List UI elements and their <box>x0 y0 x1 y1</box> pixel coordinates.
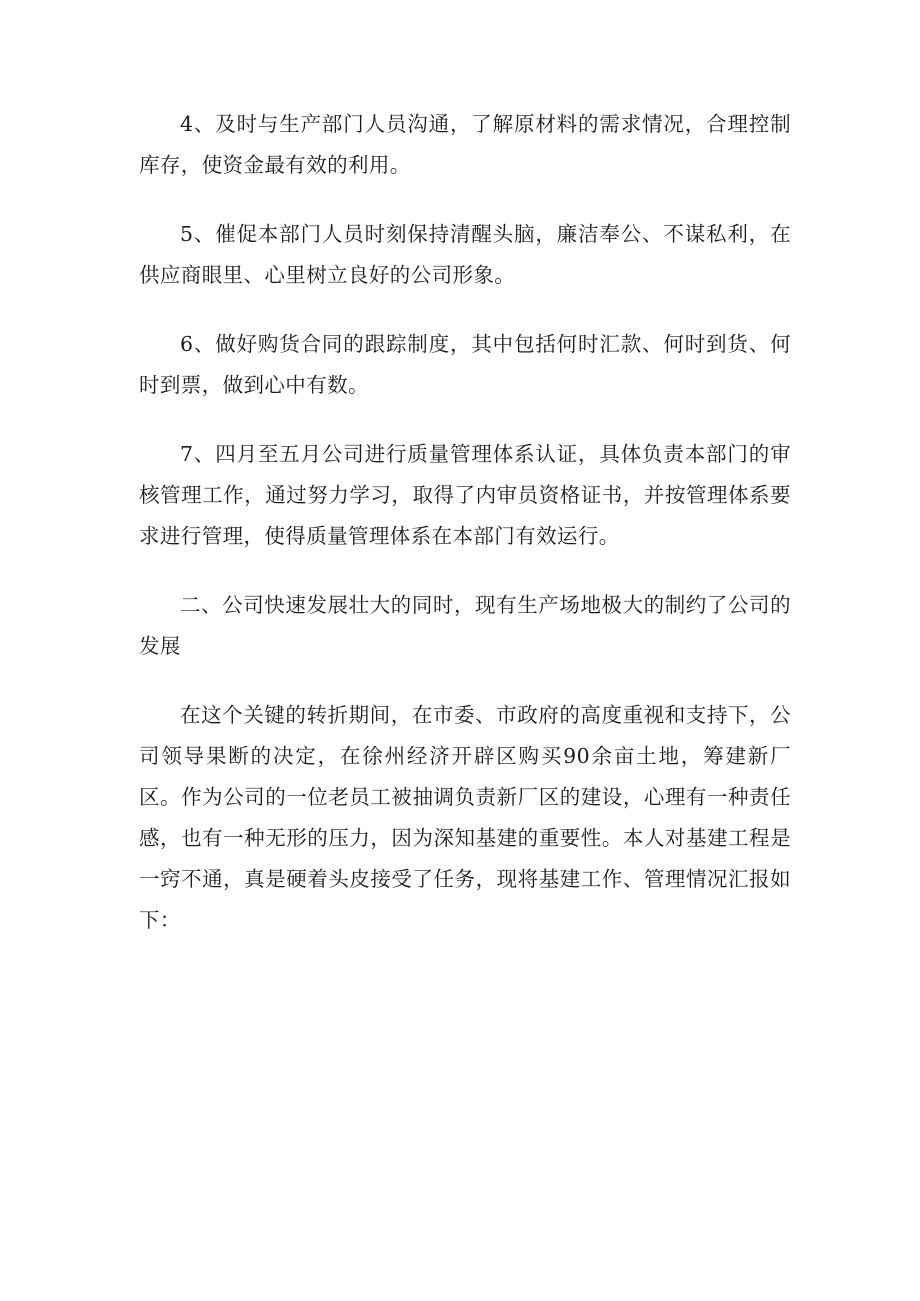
section-heading-2: 二、公司快速发展壮大的同时，现有生产场地极大的制约了公司的发展 <box>139 593 791 658</box>
paragraph-item-4: 4、及时与生产部门人员沟通，了解原材料的需求情况，合理控制库存，使资金最有效的利用。 <box>139 112 791 177</box>
paragraph-item-6: 6、做好购货合同的跟踪制度，其中包括何时汇款、何时到货、何时到票，做到心中有数。 <box>139 332 791 397</box>
paragraph-item-5: 5、催促本部门人员时刻保持清醒头脑，廉洁奉公、不谋私利，在供应商眼里、心里树立良好的公司形象。 <box>139 222 791 287</box>
paragraph-item-7: 7、四月至五月公司进行质量管理体系认证，具体负责本部门的审核管理工作，通过努力学习，取得了内审员资格证书，并按管理体系要求进行管理，使得质量管理体系在本部门有效运行。 <box>139 442 791 548</box>
document-body <box>139 104 791 969</box>
paragraph-body: 在这个关键的转折期间，在市委、市政府的高度重视和支持下，公司领导果断的决定，在徐州经济开辟区购买90余亩土地，筹建新厂区。作为公司的一位老员工被抽调负责新厂区的建设，心理有一种责任感，也有一种无形的压力，因为深知基建的重要性。本人对基建工程是一窍不通，真是硬着头皮接受了任务，现将基建工作、管理情况汇报如下： <box>139 703 791 932</box>
